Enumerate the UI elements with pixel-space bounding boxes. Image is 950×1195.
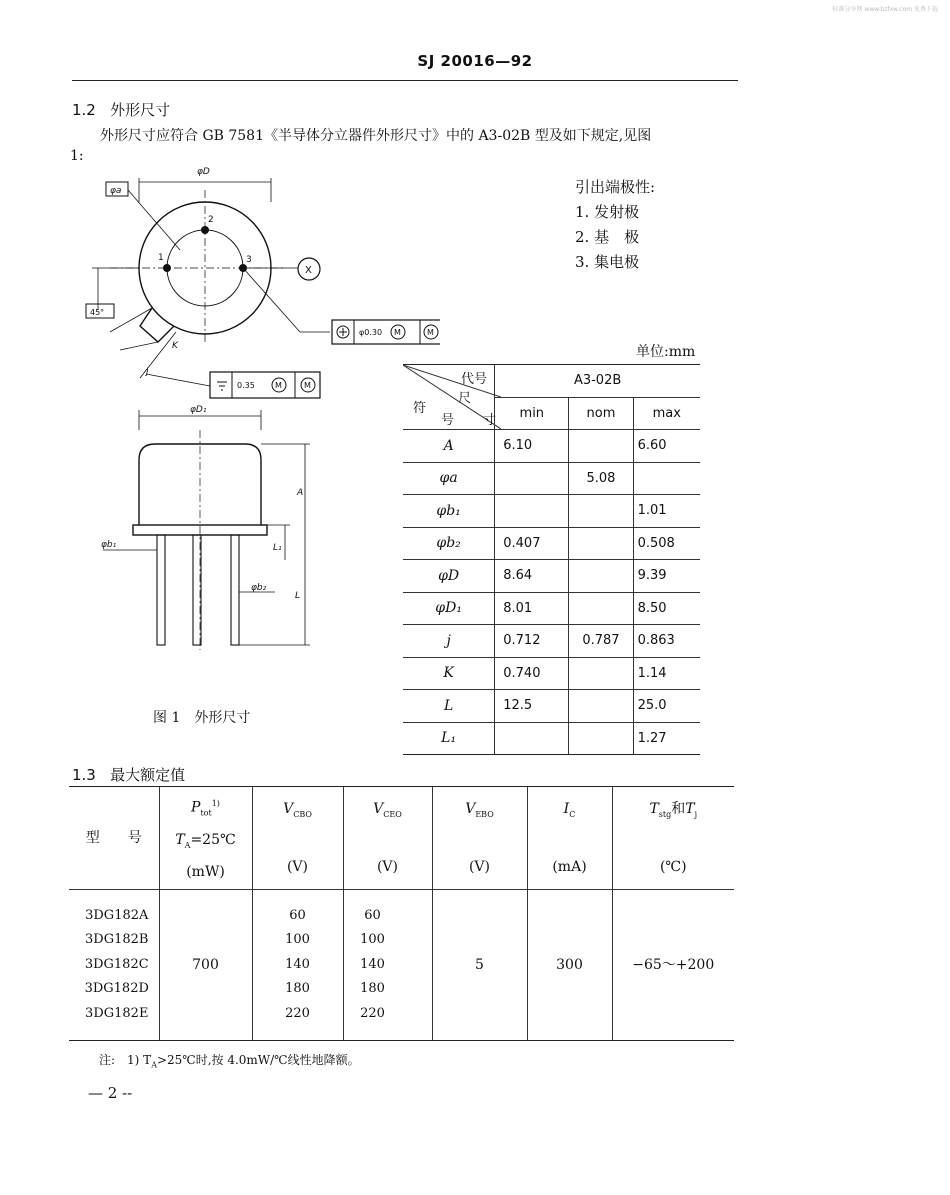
model-item: 3DG182B bbox=[85, 932, 149, 948]
table-row bbox=[403, 592, 700, 625]
top-view-drawing bbox=[80, 160, 440, 410]
vceo-sub: CEO bbox=[383, 809, 402, 819]
row-symbol: φb₁ bbox=[403, 495, 495, 528]
and-label: 和 bbox=[671, 801, 686, 818]
header-symbol-2: 号 bbox=[441, 413, 455, 428]
model-item: 3DG182D bbox=[84, 981, 149, 997]
vcbo-item: 60 bbox=[289, 907, 306, 923]
page-number: — 2 -- bbox=[88, 1084, 133, 1102]
tstg-sub: stg bbox=[658, 809, 672, 819]
table-row bbox=[403, 462, 700, 495]
table-row bbox=[403, 527, 700, 560]
table-row bbox=[403, 722, 700, 755]
section-number: 1.3 bbox=[72, 766, 96, 784]
label-angle: 45° bbox=[90, 308, 105, 317]
label-K: K bbox=[172, 341, 178, 351]
section-title: 外形尺寸 bbox=[110, 101, 171, 119]
section-1-3-heading bbox=[72, 764, 185, 785]
row-min: 0.740 bbox=[495, 657, 569, 690]
lead-item-1: 1. 发射极 bbox=[575, 203, 640, 221]
row-max: 25.0 bbox=[633, 690, 700, 723]
row-max: 0.863 bbox=[633, 625, 700, 658]
row-nom bbox=[569, 592, 633, 625]
vceo-symbol: V bbox=[373, 801, 384, 818]
footnote bbox=[99, 1051, 360, 1069]
note-prefix: 注: 1) T bbox=[99, 1053, 152, 1067]
label-L: L bbox=[295, 591, 301, 601]
header-ic bbox=[527, 787, 612, 890]
ic-symbol: I bbox=[563, 801, 570, 818]
row-nom bbox=[569, 495, 633, 528]
label-phi-D1: φD₁ bbox=[190, 405, 207, 415]
label-A: A bbox=[297, 488, 304, 498]
label-M-2: M bbox=[427, 328, 434, 337]
header-symbol-1: 符 bbox=[413, 401, 427, 416]
unit-v-2: (V) bbox=[376, 858, 399, 875]
vcbo-item: 140 bbox=[285, 956, 310, 972]
table-row bbox=[403, 625, 700, 658]
ptot-symbol: P bbox=[191, 800, 201, 817]
vcbo-item: 100 bbox=[285, 932, 310, 948]
header-min: min bbox=[495, 397, 569, 430]
tj-symbol: T bbox=[685, 801, 695, 818]
table-row bbox=[403, 657, 700, 690]
unit-v-1: (V) bbox=[286, 858, 309, 875]
table-row bbox=[403, 495, 700, 528]
pin-2-dot bbox=[201, 226, 209, 234]
row-nom bbox=[569, 527, 633, 560]
row-max: 9.39 bbox=[633, 560, 700, 593]
section-1-2-heading bbox=[72, 99, 170, 120]
label-tol-1: φ0.30 bbox=[359, 328, 383, 337]
row-max: 8.50 bbox=[633, 592, 700, 625]
ta-symbol: T bbox=[175, 831, 185, 848]
ptot-sub: tot bbox=[200, 808, 212, 818]
vebo-symbol: V bbox=[465, 801, 476, 818]
header-ptot bbox=[159, 787, 252, 890]
dim-table-corner bbox=[403, 365, 495, 430]
row-symbol: φb₂ bbox=[403, 527, 495, 560]
row-min bbox=[495, 495, 569, 528]
row-min bbox=[495, 462, 569, 495]
row-nom bbox=[569, 560, 633, 593]
row-max: 1.14 bbox=[633, 657, 700, 690]
row-min: 0.712 bbox=[495, 625, 569, 658]
vcbo-symbol: V bbox=[283, 801, 294, 818]
table-row bbox=[403, 430, 700, 463]
model-item: 3DG182E bbox=[85, 1005, 149, 1021]
section-number: 1.2 bbox=[72, 101, 96, 119]
row-min bbox=[495, 722, 569, 755]
label-tol-2: 0.35 bbox=[237, 381, 255, 390]
header-model-type bbox=[69, 787, 159, 890]
row-symbol: j bbox=[403, 625, 495, 658]
lead-polarity bbox=[575, 175, 655, 275]
table-row bbox=[403, 690, 700, 723]
note-text: >25℃时,按 4.0mW/℃线性地降额。 bbox=[156, 1053, 360, 1067]
vcbo-item: 220 bbox=[285, 1005, 310, 1021]
row-min: 8.64 bbox=[495, 560, 569, 593]
ta-value: =25℃ bbox=[190, 831, 236, 848]
header-nom: nom bbox=[569, 397, 633, 430]
section-1-2-text-line1: 外形尺寸应符合 GB 7581《半导体分立器件外形尺寸》中的 A3-02B 型及如下规定,见图 bbox=[100, 128, 652, 144]
header-rule bbox=[72, 80, 738, 81]
lead-polarity-title: 引出端极性: bbox=[575, 178, 656, 196]
table-row bbox=[403, 560, 700, 593]
lead-item-2: 2. 基 极 bbox=[575, 228, 640, 246]
tstg-symbol: T bbox=[649, 801, 659, 818]
row-symbol: K bbox=[403, 657, 495, 690]
vceo-item: 60 bbox=[364, 907, 381, 923]
document-header: SJ 20016—92 bbox=[417, 52, 533, 70]
row-max: 6.60 bbox=[633, 430, 700, 463]
row-symbol: φD₁ bbox=[403, 592, 495, 625]
vcbo-values bbox=[252, 890, 343, 1041]
row-nom: 0.787 bbox=[569, 625, 633, 658]
vceo-values bbox=[343, 890, 432, 1041]
row-symbol: φa bbox=[403, 462, 495, 495]
tj-sub: j bbox=[694, 809, 698, 819]
label-M-1: M bbox=[394, 328, 401, 337]
header-vebo bbox=[432, 787, 527, 890]
header-model-label: 型 号 bbox=[85, 830, 142, 846]
unit-mw: (mW) bbox=[186, 863, 225, 880]
header-temp bbox=[612, 787, 734, 890]
unit-ma: (mA) bbox=[552, 858, 587, 875]
vceo-item: 180 bbox=[360, 981, 385, 997]
row-nom: 5.08 bbox=[569, 462, 633, 495]
header-model: A3-02B bbox=[495, 365, 700, 398]
watermark: 标准分享网 www.bzfxw.com 免费下载 bbox=[832, 6, 938, 13]
ptot-sup: 1) bbox=[211, 799, 220, 809]
vceo-item: 140 bbox=[360, 956, 385, 972]
label-j: j bbox=[146, 367, 149, 377]
row-nom bbox=[569, 430, 633, 463]
header-code: 代号 bbox=[461, 372, 488, 387]
label-phi-D: φD bbox=[197, 167, 210, 177]
row-symbol: A bbox=[403, 430, 495, 463]
header-inch: 寸 bbox=[483, 413, 497, 428]
row-nom bbox=[569, 657, 633, 690]
unit-label: 单位:mm bbox=[636, 344, 696, 360]
label-L1: L₁ bbox=[273, 543, 282, 553]
label-pin-1: 1 bbox=[158, 253, 164, 263]
ic-sub: C bbox=[569, 809, 576, 819]
vcbo-item: 180 bbox=[285, 981, 310, 997]
row-max bbox=[633, 462, 700, 495]
label-M-3: M bbox=[275, 381, 282, 390]
ratings-table bbox=[69, 786, 734, 1041]
row-nom bbox=[569, 690, 633, 723]
label-phi-a: φa bbox=[110, 186, 122, 196]
header-max: max bbox=[633, 397, 700, 430]
figure-caption: 图 1 外形尺寸 bbox=[153, 710, 251, 726]
unit-v-3: (V) bbox=[468, 858, 491, 875]
header-vceo bbox=[343, 787, 432, 890]
row-min: 6.10 bbox=[495, 430, 569, 463]
vceo-item: 220 bbox=[360, 1005, 385, 1021]
row-min: 0.407 bbox=[495, 527, 569, 560]
header-size: 尺 bbox=[458, 391, 472, 406]
row-symbol: φD bbox=[403, 560, 495, 593]
side-view-drawing bbox=[95, 400, 335, 660]
label-phi-b2: φb₂ bbox=[251, 583, 267, 593]
row-max: 0.508 bbox=[633, 527, 700, 560]
row-max: 1.01 bbox=[633, 495, 700, 528]
vebo-sub: EBO bbox=[475, 809, 494, 819]
row-symbol: L₁ bbox=[403, 722, 495, 755]
header-vcbo bbox=[252, 787, 343, 890]
row-min: 8.01 bbox=[495, 592, 569, 625]
section-title: 最大额定值 bbox=[110, 766, 186, 784]
ta-sub: A bbox=[184, 840, 191, 850]
section-1-2-text-line2: 1: bbox=[70, 148, 84, 164]
row-nom bbox=[569, 722, 633, 755]
row-min: 12.5 bbox=[495, 690, 569, 723]
label-pin-2: 2 bbox=[208, 215, 214, 225]
row-symbol: L bbox=[403, 690, 495, 723]
pin-3-dot bbox=[239, 264, 247, 272]
row-max: 1.27 bbox=[633, 722, 700, 755]
dimension-table bbox=[403, 364, 700, 755]
ic-value: 300 bbox=[527, 890, 612, 1041]
model-list bbox=[69, 890, 159, 1041]
label-phi-b1: φb₁ bbox=[101, 540, 117, 550]
model-item: 3DG182A bbox=[85, 907, 149, 923]
unit-c: (℃) bbox=[659, 858, 687, 875]
pin-1-dot bbox=[163, 264, 171, 272]
temp-value: −65～+200 bbox=[612, 890, 734, 1041]
label-pin-3: 3 bbox=[246, 255, 252, 265]
label-X: X bbox=[305, 265, 312, 276]
note-sub: A bbox=[151, 1060, 157, 1070]
vebo-value: 5 bbox=[432, 890, 527, 1041]
lead-item-3: 3. 集电极 bbox=[575, 253, 640, 271]
model-item: 3DG182C bbox=[84, 956, 149, 972]
vceo-item: 100 bbox=[360, 932, 385, 948]
vcbo-sub: CBO bbox=[293, 809, 312, 819]
ptot-value: 700 bbox=[159, 890, 252, 1041]
label-M-4: M bbox=[304, 381, 311, 390]
